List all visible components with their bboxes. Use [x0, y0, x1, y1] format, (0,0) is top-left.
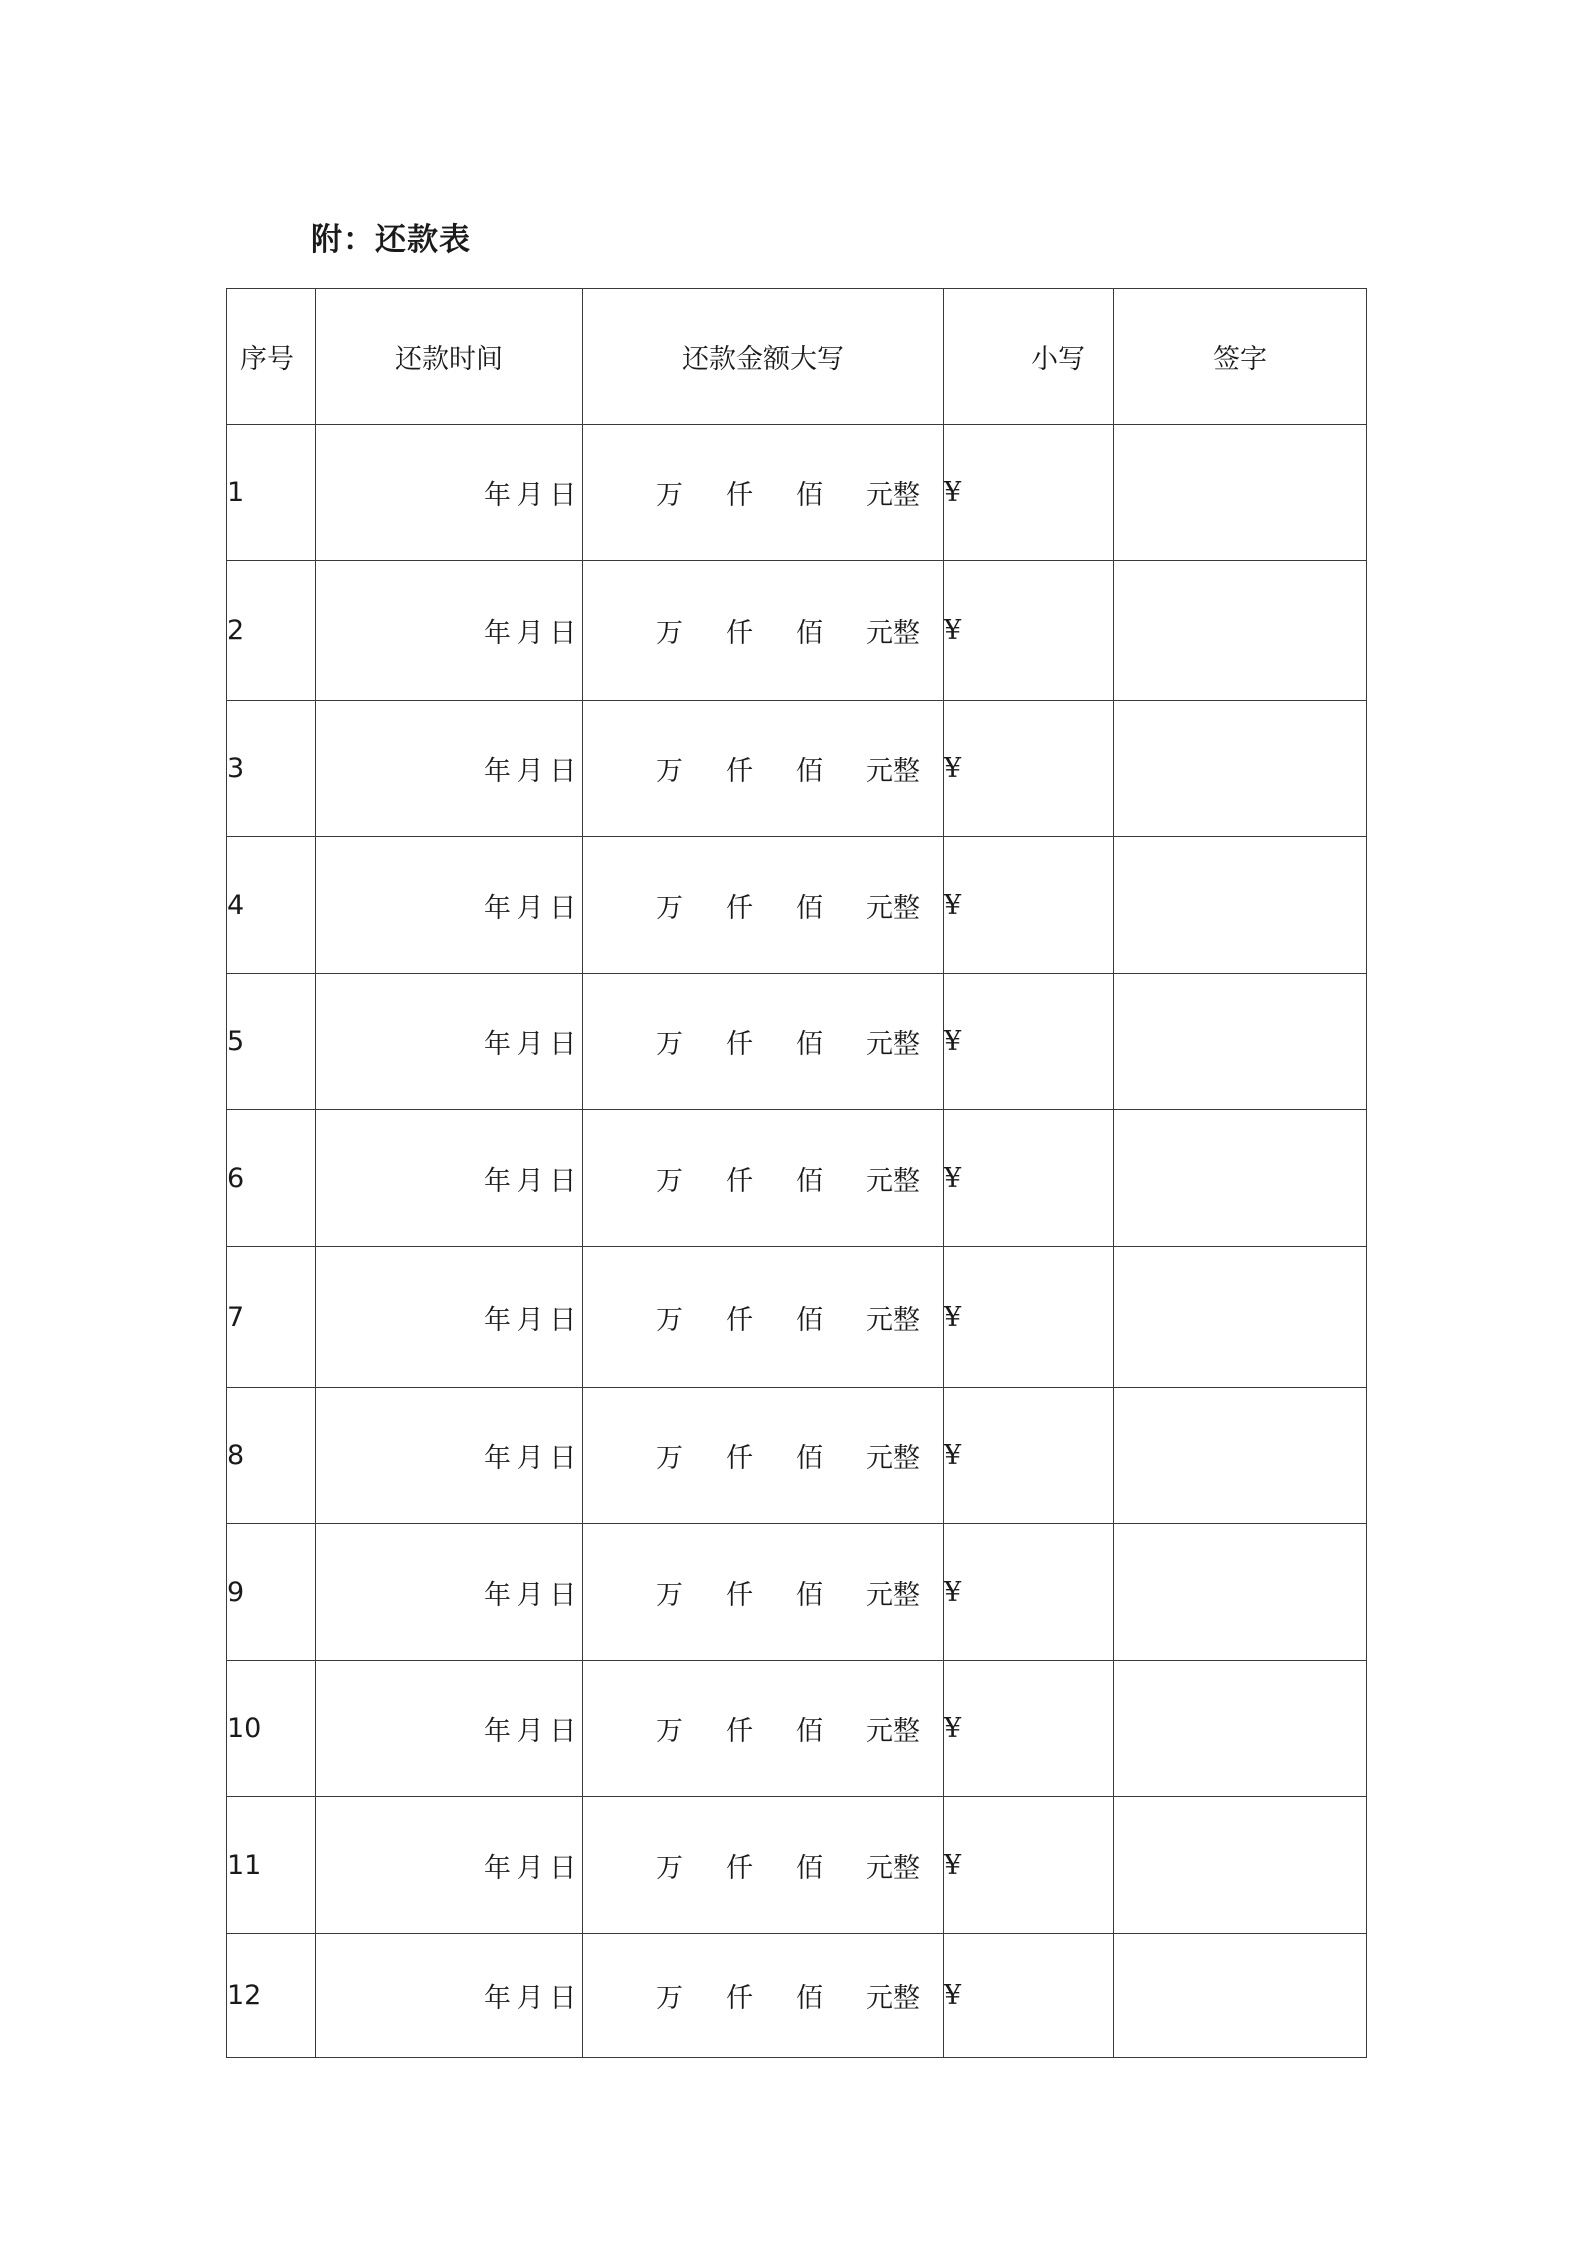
table-row: [227, 1524, 1367, 1661]
date-month-label: 月: [516, 756, 544, 787]
header-date: 还款时间: [316, 289, 583, 425]
currency-symbol: ¥: [944, 1026, 962, 1057]
lower-amount-field[interactable]: [944, 1524, 1114, 1661]
repay-date-field[interactable]: [316, 701, 583, 837]
amount-qian-label: 仟: [726, 892, 753, 924]
repay-date-field[interactable]: [316, 425, 583, 561]
lower-amount-field[interactable]: [944, 1797, 1114, 1934]
amount-qian-label: 仟: [726, 756, 753, 787]
amount-yuan-label: 元整: [866, 1443, 920, 1474]
table-row: [227, 1661, 1367, 1797]
upper-amount-field[interactable]: [583, 1110, 944, 1247]
amount-qian-label: 仟: [726, 618, 753, 649]
header-lower-amount: 小写: [944, 289, 1114, 425]
amount-yuan-label: 元整: [866, 1165, 920, 1197]
table-row: [227, 1797, 1367, 1934]
table-row: [227, 1388, 1367, 1524]
lower-amount-field[interactable]: [944, 837, 1114, 974]
row-seq: 1: [227, 425, 316, 561]
signature-field[interactable]: [1114, 1524, 1367, 1661]
signature-field[interactable]: [1114, 561, 1367, 701]
amount-wan-label: 万: [656, 1165, 683, 1197]
lower-amount-field[interactable]: [944, 1388, 1114, 1524]
lower-amount-field[interactable]: [944, 561, 1114, 701]
date-year-label: 年: [484, 1983, 511, 2014]
currency-symbol: ¥: [944, 1301, 962, 1333]
date-day-label: 日: [549, 480, 577, 511]
signature-field[interactable]: [1114, 974, 1367, 1110]
date-month-label: 月: [516, 1716, 544, 1747]
signature-field[interactable]: [1114, 1388, 1367, 1524]
signature-field[interactable]: [1114, 1797, 1367, 1934]
table-row: [227, 1110, 1367, 1247]
repay-date-field[interactable]: [316, 1247, 583, 1388]
upper-amount-field[interactable]: [583, 1797, 944, 1934]
amount-bai-label: 佰: [796, 1029, 823, 1060]
lower-amount-field[interactable]: [944, 1247, 1114, 1388]
table-row: [227, 1247, 1367, 1388]
amount-bai-label: 佰: [796, 756, 823, 787]
date-year-label: 年: [484, 618, 511, 649]
currency-symbol: ¥: [944, 615, 962, 646]
upper-amount-field[interactable]: [583, 1934, 944, 2058]
date-year-label: 年: [484, 1443, 511, 1474]
amount-bai-label: 佰: [796, 1443, 823, 1474]
table-body: [227, 425, 1367, 2058]
upper-amount-field[interactable]: [583, 1661, 944, 1797]
upper-amount-field[interactable]: [583, 1388, 944, 1524]
header-upper-amount: 还款金额大写: [583, 289, 944, 425]
signature-field[interactable]: [1114, 701, 1367, 837]
amount-yuan-label: 元整: [866, 1716, 920, 1747]
row-seq: 12: [227, 1934, 316, 2058]
date-month-label: 月: [516, 618, 544, 649]
date-month-label: 月: [516, 1852, 544, 1884]
amount-bai-label: 佰: [796, 1579, 823, 1611]
row-seq: 6: [227, 1110, 316, 1247]
upper-amount-field[interactable]: [583, 701, 944, 837]
table-row: [227, 974, 1367, 1110]
row-seq: 8: [227, 1388, 316, 1524]
repay-date-field[interactable]: [316, 1797, 583, 1934]
date-month-label: 月: [516, 1579, 544, 1611]
currency-symbol: ¥: [944, 889, 962, 921]
table-row: [227, 561, 1367, 701]
repay-date-field[interactable]: [316, 1934, 583, 2058]
amount-qian-label: 仟: [726, 1165, 753, 1197]
currency-symbol: ¥: [944, 1713, 962, 1744]
repay-date-field[interactable]: [316, 1661, 583, 1797]
row-seq: 9: [227, 1524, 316, 1661]
amount-yuan-label: 元整: [866, 618, 920, 649]
upper-amount-field[interactable]: [583, 974, 944, 1110]
amount-yuan-label: 元整: [866, 1852, 920, 1884]
repay-date-field[interactable]: [316, 837, 583, 974]
amount-bai-label: 佰: [796, 1983, 823, 2014]
date-day-label: 日: [549, 892, 577, 924]
amount-bai-label: 佰: [796, 1716, 823, 1747]
repay-date-field[interactable]: [316, 1524, 583, 1661]
amount-wan-label: 万: [656, 1304, 683, 1336]
amount-wan-label: 万: [656, 1443, 683, 1474]
amount-yuan-label: 元整: [866, 480, 920, 511]
date-year-label: 年: [484, 480, 511, 511]
currency-symbol: ¥: [944, 1440, 962, 1471]
amount-bai-label: 佰: [796, 618, 823, 649]
signature-field[interactable]: [1114, 1661, 1367, 1797]
date-day-label: 日: [549, 756, 577, 787]
signature-field[interactable]: [1114, 1247, 1367, 1388]
date-day-label: 日: [549, 1443, 577, 1474]
amount-qian-label: 仟: [726, 1443, 753, 1474]
lower-amount-field[interactable]: [944, 701, 1114, 837]
currency-symbol: ¥: [944, 1849, 962, 1881]
amount-qian-label: 仟: [726, 1716, 753, 1747]
date-day-label: 日: [549, 1852, 577, 1884]
amount-yuan-label: 元整: [866, 1304, 920, 1336]
amount-qian-label: 仟: [726, 1029, 753, 1060]
amount-wan-label: 万: [656, 1716, 683, 1747]
date-month-label: 月: [516, 1029, 544, 1060]
date-day-label: 日: [549, 1579, 577, 1611]
signature-field[interactable]: [1114, 837, 1367, 974]
amount-qian-label: 仟: [726, 1304, 753, 1336]
table-row: [227, 425, 1367, 561]
amount-bai-label: 佰: [796, 1165, 823, 1197]
table-row: [227, 1934, 1367, 2058]
amount-qian-label: 仟: [726, 1852, 753, 1884]
date-month-label: 月: [516, 1983, 544, 2014]
amount-yuan-label: 元整: [866, 1983, 920, 2014]
currency-symbol: ¥: [944, 1576, 962, 1608]
date-year-label: 年: [484, 1579, 511, 1611]
amount-wan-label: 万: [656, 756, 683, 787]
amount-bai-label: 佰: [796, 480, 823, 511]
row-seq: 7: [227, 1247, 316, 1388]
amount-wan-label: 万: [656, 892, 683, 924]
lower-amount-field[interactable]: [944, 425, 1114, 561]
date-day-label: 日: [549, 618, 577, 649]
repayment-table: [226, 288, 1367, 2058]
upper-amount-field[interactable]: [583, 837, 944, 974]
row-seq: 4: [227, 837, 316, 974]
upper-amount-field[interactable]: [583, 425, 944, 561]
date-month-label: 月: [516, 1304, 544, 1336]
page-title: 附：还款表: [311, 222, 471, 258]
date-year-label: 年: [484, 1165, 511, 1197]
amount-yuan-label: 元整: [866, 892, 920, 924]
date-year-label: 年: [484, 1716, 511, 1747]
amount-yuan-label: 元整: [866, 756, 920, 787]
currency-symbol: ¥: [944, 477, 962, 508]
lower-amount-field[interactable]: [944, 1934, 1114, 2058]
date-month-label: 月: [516, 480, 544, 511]
lower-amount-field[interactable]: [944, 974, 1114, 1110]
lower-amount-field[interactable]: [944, 1110, 1114, 1247]
date-day-label: 日: [549, 1029, 577, 1060]
date-year-label: 年: [484, 892, 511, 924]
amount-bai-label: 佰: [796, 1852, 823, 1884]
date-month-label: 月: [516, 1443, 544, 1474]
repay-date-field[interactable]: [316, 974, 583, 1110]
amount-wan-label: 万: [656, 480, 683, 511]
amount-qian-label: 仟: [726, 1579, 753, 1611]
date-year-label: 年: [484, 756, 511, 787]
date-day-label: 日: [549, 1983, 577, 2014]
upper-amount-field[interactable]: [583, 1247, 944, 1388]
date-day-label: 日: [549, 1304, 577, 1336]
amount-bai-label: 佰: [796, 892, 823, 924]
amount-wan-label: 万: [656, 1579, 683, 1611]
date-month-label: 月: [516, 892, 544, 924]
amount-wan-label: 万: [656, 618, 683, 649]
amount-qian-label: 仟: [726, 1983, 753, 2014]
amount-wan-label: 万: [656, 1983, 683, 2014]
amount-yuan-label: 元整: [866, 1029, 920, 1060]
header-seq: 序号: [227, 289, 316, 425]
currency-symbol: ¥: [944, 1162, 962, 1194]
amount-wan-label: 万: [656, 1029, 683, 1060]
lower-amount-field[interactable]: [944, 1661, 1114, 1797]
row-seq: 11: [227, 1797, 316, 1934]
date-year-label: 年: [484, 1029, 511, 1060]
amount-yuan-label: 元整: [866, 1579, 920, 1611]
repay-date-field[interactable]: [316, 561, 583, 701]
date-year-label: 年: [484, 1304, 511, 1336]
amount-bai-label: 佰: [796, 1304, 823, 1336]
currency-symbol: ¥: [944, 753, 962, 784]
upper-amount-field[interactable]: [583, 1524, 944, 1661]
table-header-row: [227, 289, 1367, 425]
upper-amount-field[interactable]: [583, 561, 944, 701]
row-seq: 5: [227, 974, 316, 1110]
signature-field[interactable]: [1114, 1934, 1367, 2058]
table-row: [227, 837, 1367, 974]
row-seq: 10: [227, 1661, 316, 1797]
row-seq: 2: [227, 561, 316, 701]
repay-date-field[interactable]: [316, 1388, 583, 1524]
amount-qian-label: 仟: [726, 480, 753, 511]
date-day-label: 日: [549, 1165, 577, 1197]
date-day-label: 日: [549, 1716, 577, 1747]
row-seq: 3: [227, 701, 316, 837]
currency-symbol: ¥: [944, 1980, 962, 2011]
amount-wan-label: 万: [656, 1852, 683, 1884]
signature-field[interactable]: [1114, 1110, 1367, 1247]
header-signature: 签字: [1114, 289, 1367, 425]
signature-field[interactable]: [1114, 425, 1367, 561]
date-month-label: 月: [516, 1165, 544, 1197]
repay-date-field[interactable]: [316, 1110, 583, 1247]
table-row: [227, 701, 1367, 837]
date-year-label: 年: [484, 1852, 511, 1884]
